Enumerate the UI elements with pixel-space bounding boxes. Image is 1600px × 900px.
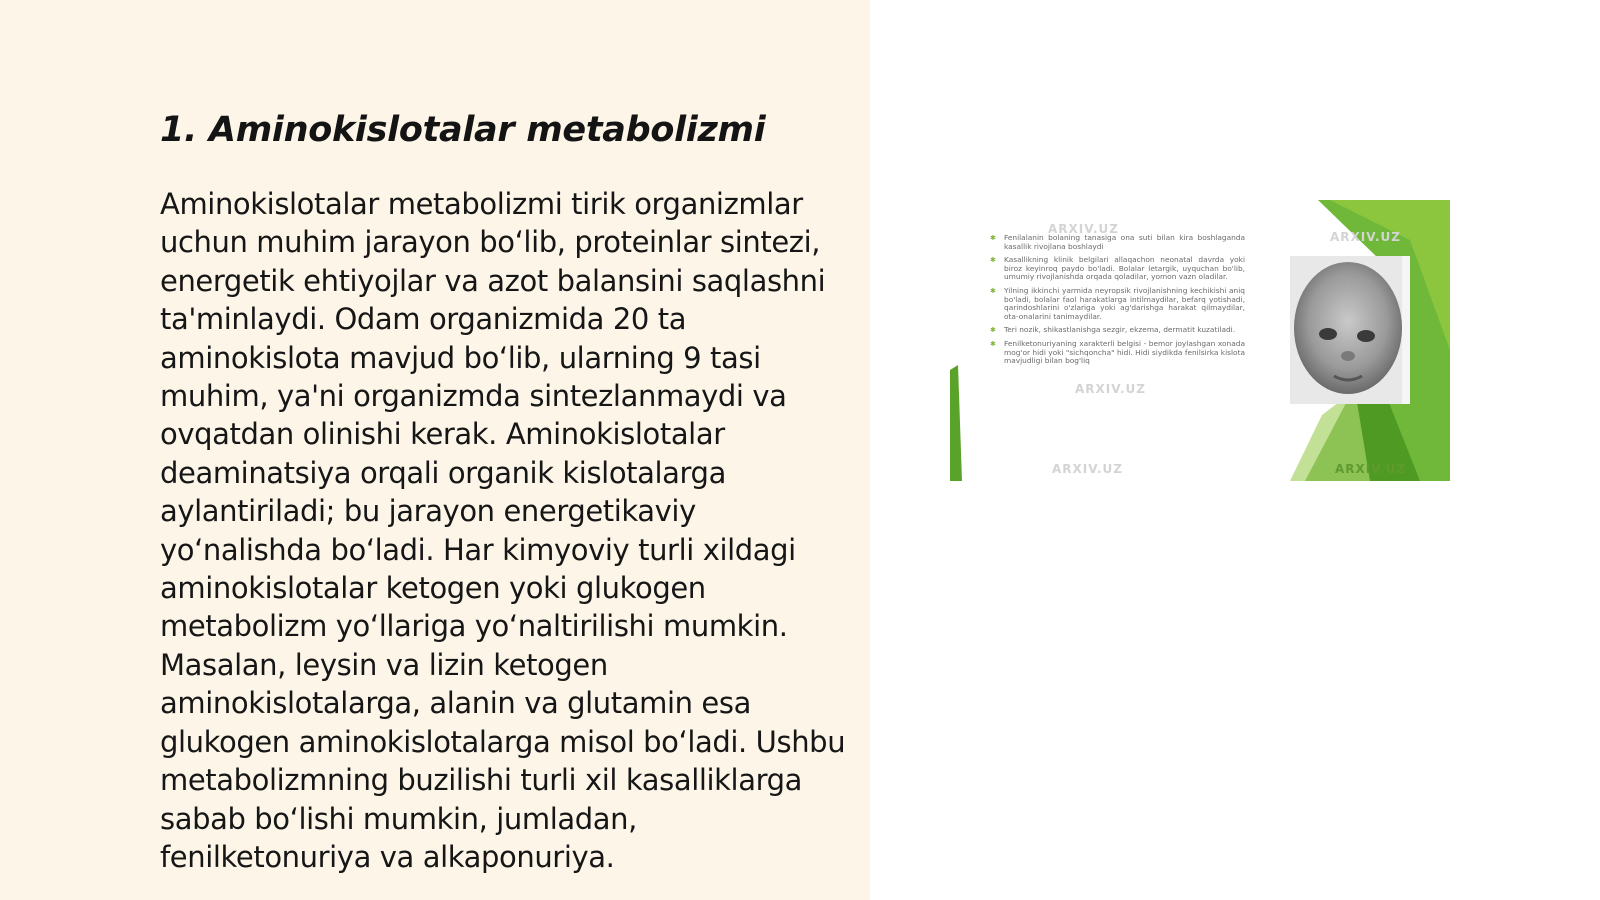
bullet-icon: ✱	[990, 286, 996, 295]
watermark-text: ARXIV.UZ	[1052, 462, 1123, 476]
watermark-text: ARXIV.UZ	[1330, 230, 1401, 244]
slide-bullet-item	[990, 256, 1245, 282]
slide-bullet-text: Teri nozik, shikastlanishga sezgir, ekzema, dermatit kuzatiladi.	[1004, 325, 1236, 335]
slide-bullet-text: Fenilketonuriyaning xarakterli belgisi - bemor joylashgan xonada mog'or hidi yoki "sichqoncha" hidi. Hidi siydikda fenilsirka kislota mavjudligi bilan bog'liq	[1004, 338, 1245, 366]
watermark-text: ARXIV.UZ	[1048, 222, 1119, 236]
watermark-text: ARXIV.UZ	[1075, 382, 1146, 396]
section-paragraph: Aminokislotalar metabolizmi tirik organizmlar uchun muhim jarayon bo‘lib, proteinlar sintezi, energetik ehtiyojlar va azot balansini saqlashni ta'minlaydi. Odam organizmida 20 ta aminokislota mavjud bo‘lib, ularning 9 tasi muhim, ya'ni organizmda sintezlanmaydi va ovqatdan olinishi kerak. Aminokislotalar deaminatsiya orqali organik kislotalarga aylantiriladi; bu jarayon energetikaviy yo‘nalishda bo‘ladi. Har kimyoviy turli xildagi aminokislotalar ketogen yoki glukogen metabolizm yo‘llariga yo‘naltirilishi mumkin. Masalan, leysin va lizin ketogen aminokislotalarga, alanin va glutamin esa glukogen aminokislotalarga misol bo‘ladi. Ushbu metabolizmning buzilishi turli xil kasalliklarga sabab bo‘lishi mumkin, jumladan, fenilketonuriya va alkaponuriya.	[160, 187, 846, 874]
bullet-icon: ✱	[990, 256, 996, 265]
bullet-icon: ✱	[990, 326, 996, 335]
slide-bullet-list	[990, 234, 1245, 371]
section-heading: 1. Aminokislotalar metabolizmi	[160, 110, 766, 150]
slide-bullet-item	[990, 234, 1245, 251]
slide-bullet-item	[990, 287, 1245, 321]
slide-thumbnail-image	[950, 200, 1450, 481]
slide-bullet-text: Yilning ikkinchi yarmida neyropsik rivojlanishning kechikishi aniq bo'ladi, bolalar faol harakatlarga intilmaydilar, befarq yotishadi, qarindoshlarini o'zlariga yoki ag'darishga harakat qilmaydilar, ota-onalarini tanimaydilar.	[1004, 285, 1245, 321]
bullet-icon: ✱	[990, 234, 996, 242]
slide-bullet-text: Kasallikning klinik belgilari allaqachon neonatal davrda yoki biroz keyinroq paydo bo'ladi. Bolalar letargik, uyquchan bo'lib, umumiy rivojlanishda orqada qoladilar, yomon vazn oladilar.	[1004, 255, 1245, 282]
bullet-icon: ✱	[990, 339, 996, 348]
watermark-text: ARXIV.UZ	[1335, 462, 1406, 476]
slide-bullet-item	[990, 340, 1245, 366]
slide-bullet-text: Fenilalanin bolaning tanasiga ona suti bilan kira boshlaganda kasallik rivojlana boshlaydi	[1004, 233, 1245, 251]
slide-bullet-item	[990, 326, 1245, 335]
baby-photo	[1290, 256, 1410, 404]
